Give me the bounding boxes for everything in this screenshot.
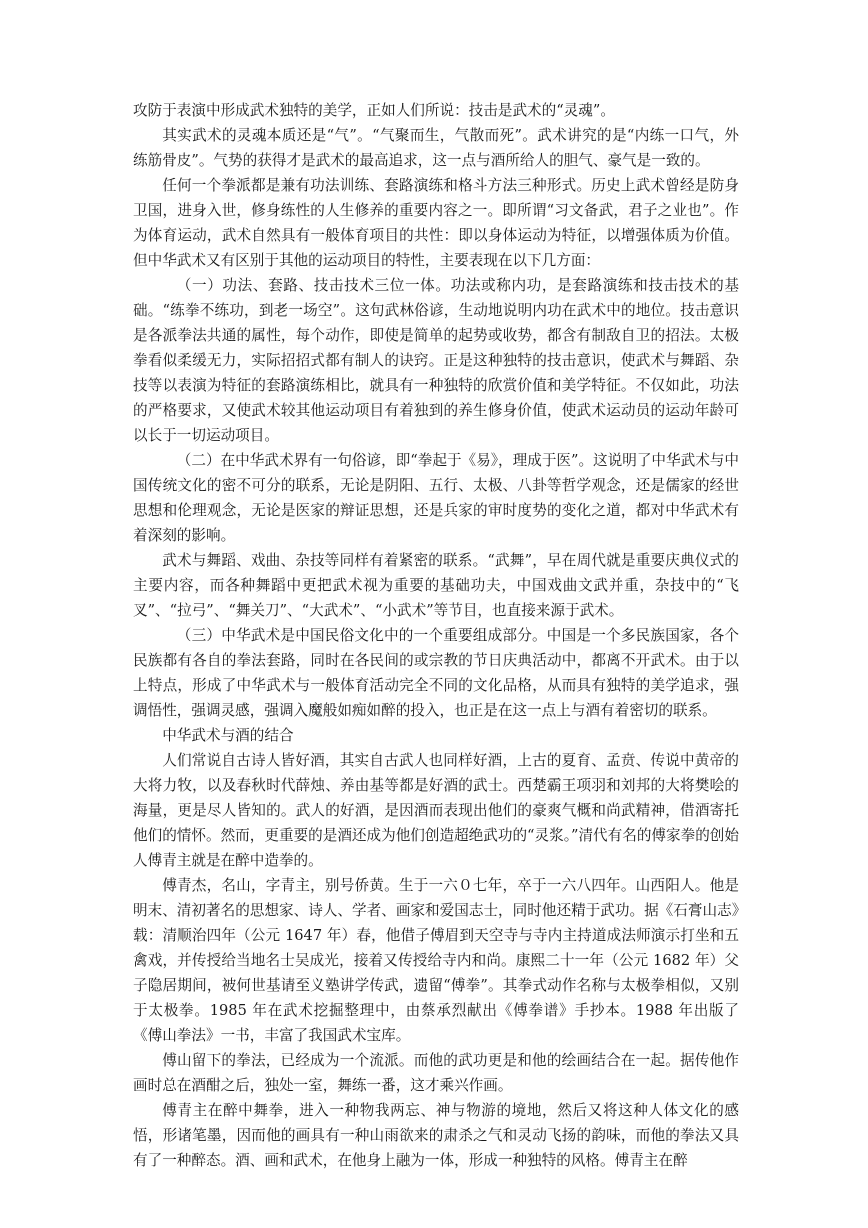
paragraph: 傅山留下的拳法，已经成为一个流派。而他的武功更是和他的绘画结合在一起。据传他作画时总在酒酣之后，独处一室，舞练一番，这才乘兴作画。 (133, 1052, 739, 1094)
list-paragraph-1: （一）功法、套路、技击技术三位一体。功法或称内功，是套路演练和技击技术的基础。“练拳不练功，到老一场空”。这句武林俗谚，生动地说明内功在武术中的地位。技击意识是各派拳法共通的属性，每个动作，即使是简单的起势或收势，都含有制敌自卫的招法。太极拳看似柔缓无力，实际招招式都有制人的诀窍。正是这种独特的技击意识，使武术与舞蹈、杂技等以表演为特征的套路演练相比，就具有一种独特的欣赏价值和美学特征。不仅如此，功法的严格要求，又使武术较其他运动项目有着独到的养生修身价值，使武术运动员的运动年龄可以长于一切运动项目。 (133, 277, 739, 444)
paragraph: 武术与舞蹈、戏曲、杂技等同样有着紧密的联系。“武舞”，早在周代就是重要庆典仪式的主要内容，而各种舞蹈中更把武术视为重要的基础功夫，中国戏曲文武并重，杂技中的“飞叉”、“拉弓”、“舞关刀”、“大武术”、“小武术”等节目，也直接来源于武术。 (133, 552, 739, 619)
paragraph-continuation: 攻防于表演中形成武术独特的美学，正如人们所说：技击是武术的“灵魂”。 (133, 102, 615, 119)
list-paragraph-3: （三）中华武术是中国民俗文化中的一个重要组成部分。中国是一个多民族国家，各个民族都有各自的拳法套路，同时在各民间的或宗教的节日庆典活动中，都离不开武术。由于以上特点，形成了中华武术与一般体育活动完全不同的文化品格，从而具有独特的美学追求，强调悟性，强调灵感，强调入魔般如痴如醉的投入，也正是在这一点上与酒有着密切的联系。 (133, 627, 739, 719)
paragraph: 任何一个拳派都是兼有功法训练、套路演练和格斗方法三种形式。历史上武术曾经是防身卫国，进身入世，修身练性的人生修养的重要内容之一。即所谓“习文备武，君子之业也”。作为体育运动，武术自然具有一般体育项目的共性：即以身体运动为特征，以增强体质为价值。但中华武术又有区别于其他的运动项目的特性，主要表现在以下几方面： (133, 177, 739, 269)
paragraph: 人们常说自古诗人皆好酒，其实自古武人也同样好酒，上古的夏育、孟贲、传说中黄帝的大将力牧，以及春秋时代薛烛、养由基等都是好酒的武士。西楚霸王项羽和刘邦的大将樊哙的海量，更是尽人皆知的。武人的好酒，是因酒而表现出他们的豪爽气概和尚武精神，借酒寄托他们的情怀。然而，更重要的是酒还成为他们创造超绝武功的“灵浆。”清代有名的傅家拳的创始人傅青主就是在醉中造拳的。 (133, 752, 739, 869)
document-body (133, 98, 739, 1173)
paragraph: 傅青杰，名山，字青主，别号侨黄。生于一六０七年，卒于一六八四年。山西阳人。他是明末、清初著名的思想家、诗人、学者、画家和爱国志士，同时他还精于武功。据《石膏山志》载：清顺治四年（公元 1647 年）春，他借子傅眉到天空寺与寺内主持道成法师演示打坐和五禽戏，并传授给当地名士吴成光，接着又传授给寺内和尚。康熙二十一年（公元 1682 年）父子隐居期间，被何世基请至义塾讲学传武，遗留“傅拳”。其拳式动作名称与太极拳相似，又别于太极拳。1985 年在武术挖掘整理中，由蔡承烈献出《傅拳谱》手抄本。1988 年出版了《傅山拳法》一书，丰富了我国武术宝库。 (133, 877, 739, 1044)
list-paragraph-2: （二）在中华武术界有一句俗谚，即“拳起于《易》，理成于医”。这说明了中华武术与中国传统文化的密不可分的联系，无论是阴阳、五行、太极、八卦等哲学观念，还是儒家的经世思想和伦理观念，无论是医家的辩证思想，还是兵家的审时度势的变化之道，都对中华武术有着深刻的影响。 (133, 452, 739, 544)
paragraph: 其实武术的灵魂本质还是“气”。“气聚而生，气散而死”。武术讲究的是“内练一口气，外练筋骨皮”。气势的获得才是武术的最高追求，这一点与酒所给人的胆气、豪气是一致的。 (133, 127, 739, 169)
section-heading: 中华武术与酒的结合 (162, 727, 294, 744)
paragraph: 傅青主在醉中舞拳，进入一种物我两忘、神与物游的境地，然后又将这种人体文化的感悟，形诸笔墨，因而他的画具有一种山雨欲来的肃杀之气和灵动飞扬的韵味，而他的拳法又具有了一种醉态。酒、画和武术，在他身上融为一体，形成一种独特的风格。傅青主在醉 (133, 1102, 739, 1169)
